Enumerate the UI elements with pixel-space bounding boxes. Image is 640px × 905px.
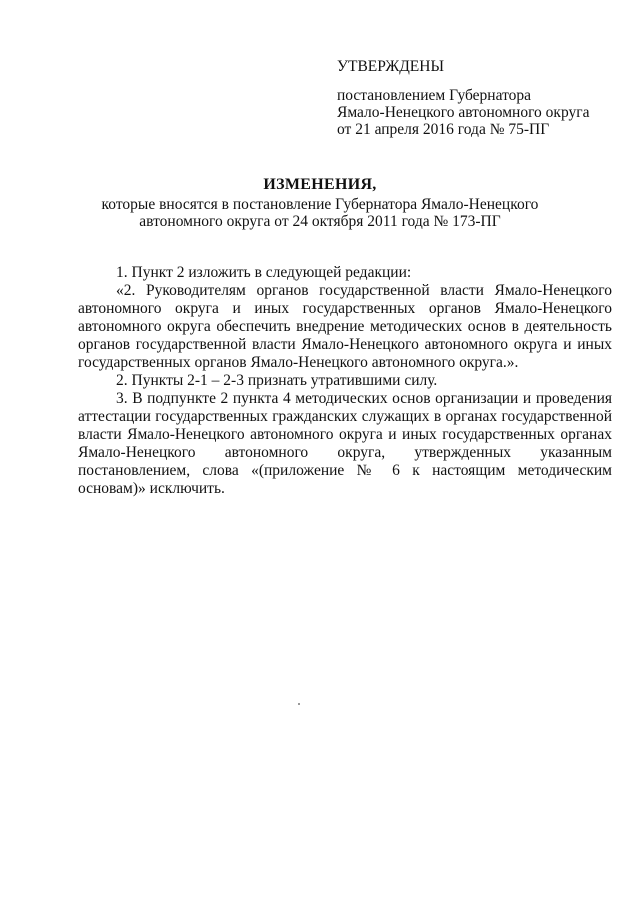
document-title: ИЗМЕНЕНИЯ, — [263, 176, 377, 193]
document-subtitle — [100, 196, 540, 230]
approval-heading: УТВЕРЖДЕНЫ — [337, 58, 444, 75]
paragraph-2: «2. Руководителям органов государственной власти Ямало-Ненецкого автономного округа и иных государственных органов Ямало-Ненецкого автономного округа обеспечить внедрение методических основ в деятельность органов государственной власти Ямало-Ненецкого автономного округа и иных государственных органов Ямало-Ненецкого автономного округа.». — [78, 282, 612, 371]
approval-block — [337, 58, 617, 138]
approval-line: постановлением Губернатора — [337, 87, 532, 104]
scan-speck — [298, 703, 300, 705]
paragraph-4: 3. В подпункте 2 пункта 4 методических основ организации и проведения аттестации государственных гражданских служащих в органах государственной власти Ямало-Ненецкого автономного округа и иных государственных органах Ямало-Ненецкого автономного округа, утвержденных указанным постановлением, слова «(приложение № 6 к настоящим методическим основам)» исключить. — [78, 390, 612, 497]
approval-line: Ямало-Ненецкого автономного округа — [337, 104, 590, 121]
paragraph-3: 2. Пункты 2-1 – 2-3 признать утратившими силу. — [116, 372, 438, 389]
subtitle-line: автономного округа от 24 октября 2011 года № 173-ПГ — [139, 213, 501, 230]
approval-line: от 21 апреля 2016 года № 75-ПГ — [337, 121, 550, 138]
paragraph-1: 1. Пункт 2 изложить в следующей редакции: — [116, 264, 412, 281]
document-body — [78, 264, 612, 498]
subtitle-line: которые вносятся в постановление Губернатора Ямало-Ненецкого — [101, 196, 539, 213]
